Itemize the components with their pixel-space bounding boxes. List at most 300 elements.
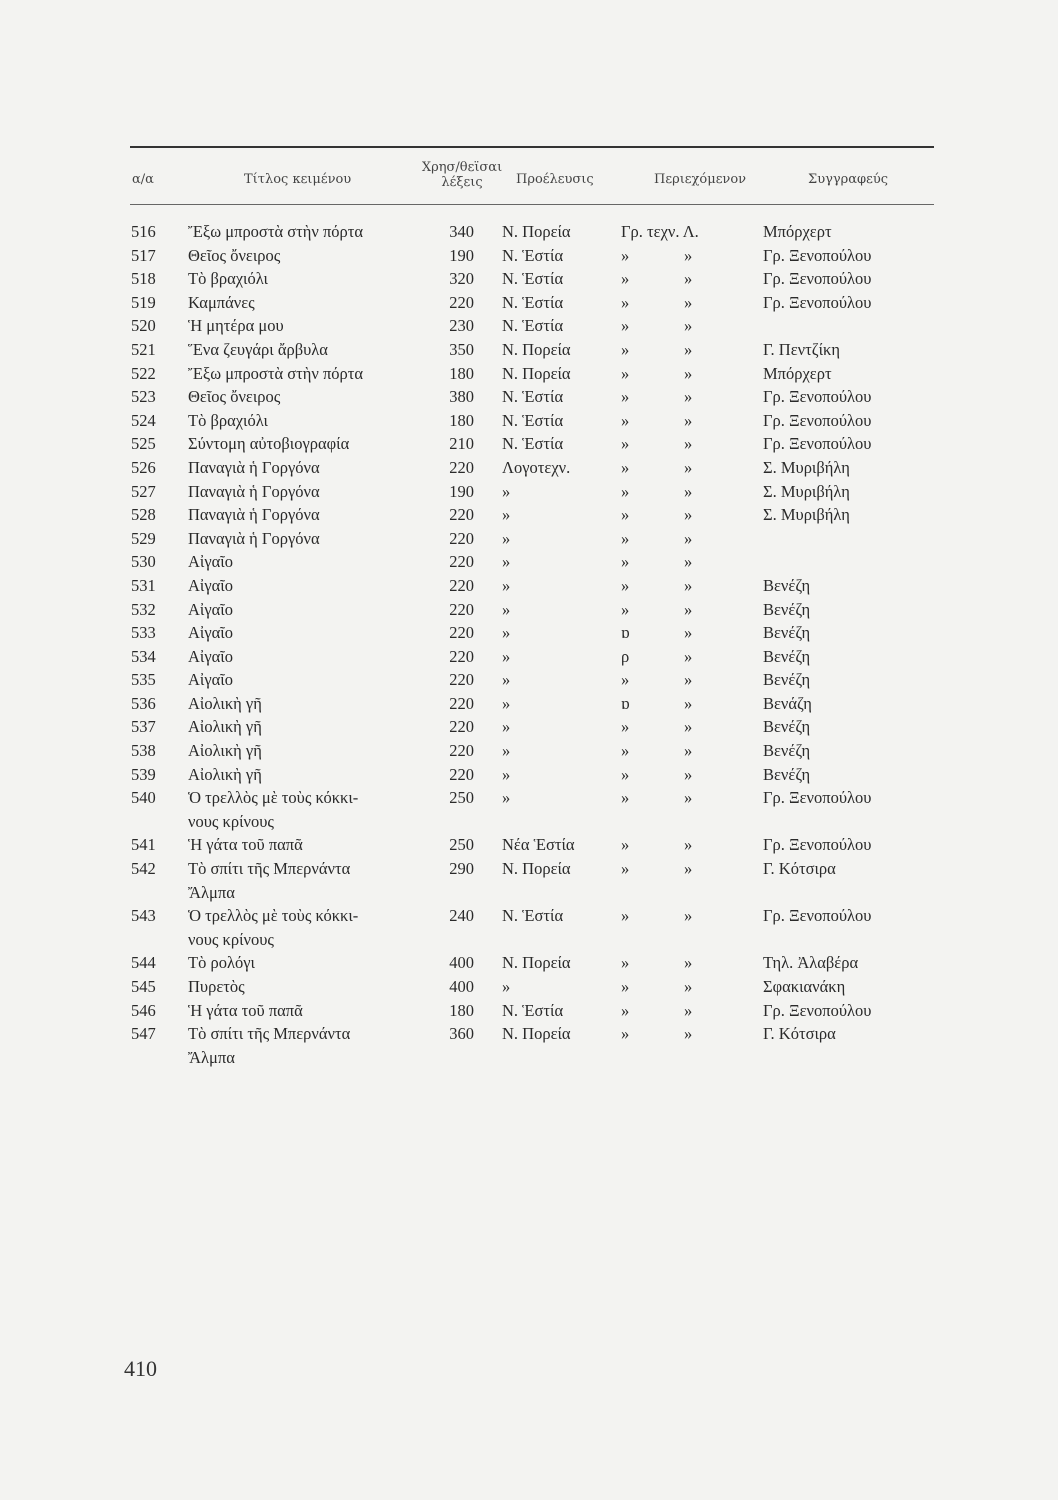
row-source: » — [502, 481, 511, 501]
row-content-b: » — [684, 953, 693, 973]
row-source: Ν. Ἑστία — [502, 387, 564, 407]
row-title — [188, 409, 268, 433]
row-title — [188, 668, 233, 692]
row-source: Ν. Πορεία — [502, 339, 571, 359]
row-number: 547 — [131, 1024, 156, 1044]
row-title-line1: Τὸ σπίτι τῆς Μπερνάντα — [188, 1024, 351, 1044]
row-words: 320 — [449, 269, 474, 289]
row-number: 520 — [131, 316, 156, 336]
row-title — [188, 574, 233, 598]
row-source: Λογοτεχν. — [502, 457, 571, 477]
row-number: 546 — [131, 1000, 156, 1020]
row-author: Γρ. Ξενοπούλου — [763, 387, 872, 407]
row-words: 210 — [449, 434, 474, 454]
row-words: 340 — [449, 222, 474, 241]
row-number: 529 — [131, 528, 156, 548]
row-source: » — [502, 670, 511, 690]
row-number: 524 — [131, 410, 156, 430]
row-source: » — [502, 788, 511, 808]
row-title — [188, 739, 262, 763]
row-title-line1: Αἰολικὴ γῆ — [188, 764, 262, 784]
row-author: Γ. Πεντζίκη — [763, 339, 840, 359]
row-content-b: » — [684, 693, 693, 713]
header-source: Προέλευσις — [516, 172, 594, 187]
header-title: Τίτλος κειμένου — [244, 172, 352, 187]
row-number: 528 — [131, 505, 156, 525]
table-row — [0, 574, 1058, 598]
row-title — [188, 763, 262, 787]
table-row — [0, 739, 1058, 763]
row-content-b: » — [684, 1000, 693, 1020]
row-title — [188, 857, 350, 904]
row-content-b: » — [684, 623, 693, 643]
row-content-a: » — [621, 269, 630, 289]
row-title — [188, 267, 268, 291]
row-source: » — [502, 741, 511, 761]
row-title-line1: Ἡ μητέρα μου — [188, 316, 284, 336]
table-row — [0, 763, 1058, 787]
row-author: Βενέζη — [763, 623, 811, 643]
row-words: 220 — [449, 623, 474, 643]
row-title — [188, 715, 262, 739]
row-number: 542 — [131, 859, 156, 879]
table-row — [0, 833, 1058, 857]
row-number: 530 — [131, 552, 156, 572]
row-title — [188, 645, 233, 669]
row-number: 532 — [131, 599, 156, 619]
row-content-b: » — [684, 410, 693, 430]
row-author: Γ. Κότσιρα — [763, 1024, 836, 1044]
row-title-line1: Πυρετὸς — [188, 977, 245, 996]
row-source: Ν. Ἑστία — [502, 410, 564, 430]
row-content-a: » — [621, 599, 630, 619]
row-content-b: » — [684, 906, 693, 926]
row-words: 220 — [449, 505, 474, 525]
row-content-a: » — [621, 481, 630, 501]
row-title-line1: Αἰολικὴ γῆ — [188, 741, 262, 761]
table-row — [0, 527, 1058, 551]
table-row — [0, 598, 1058, 622]
row-number: 526 — [131, 457, 156, 477]
row-content-b: » — [684, 434, 693, 454]
row-content-a: » — [621, 788, 630, 808]
row-content-a: » — [621, 741, 630, 761]
row-title — [188, 220, 363, 244]
row-content-b: » — [684, 245, 693, 265]
row-title — [188, 975, 245, 999]
table-row — [0, 715, 1058, 739]
row-words: 220 — [449, 457, 474, 477]
row-title-line1: Ἔξω μπροστὰ στὴν πόρτα — [188, 363, 364, 383]
row-title-line1: Τὸ ρολόγι — [188, 953, 255, 973]
row-title — [188, 550, 233, 574]
table-row — [0, 1022, 1058, 1069]
table-row — [0, 432, 1058, 456]
row-words: 220 — [449, 599, 474, 619]
row-number: 544 — [131, 953, 156, 973]
row-words: 240 — [449, 906, 474, 926]
row-title — [188, 480, 320, 504]
table-row — [0, 456, 1058, 480]
row-title-line1: Τὸ σπίτι τῆς Μπερνάντα — [188, 859, 351, 879]
row-source: » — [502, 599, 511, 619]
table-row — [0, 857, 1058, 904]
table-row — [0, 621, 1058, 645]
row-content-b: » — [684, 339, 693, 359]
row-content-b: » — [684, 670, 693, 690]
row-content-b: » — [684, 552, 693, 572]
row-title-line1: Ὁ τρελλὸς μὲ τοὺς κόκκι- — [188, 906, 359, 926]
row-words: 220 — [449, 292, 474, 312]
row-source: » — [502, 552, 511, 572]
row-words: 220 — [449, 575, 474, 595]
row-title-line1: Ἡ γάτα τοῦ παπᾶ — [188, 1000, 303, 1020]
row-source: » — [502, 693, 511, 713]
row-source: » — [502, 505, 511, 525]
row-words: 220 — [449, 764, 474, 784]
row-content-b: » — [684, 363, 693, 383]
top-rule — [130, 146, 934, 148]
row-content-a: » — [621, 859, 630, 879]
row-content-a: » — [621, 552, 630, 572]
table-row — [0, 786, 1058, 833]
row-words: 190 — [449, 481, 474, 501]
row-content-b: » — [684, 387, 693, 407]
row-author: Βενέζη — [763, 764, 811, 784]
row-title — [188, 244, 280, 268]
table-row — [0, 550, 1058, 574]
table-row — [0, 975, 1058, 999]
row-source: Ν. Πορεία — [502, 363, 571, 383]
table-row — [0, 951, 1058, 975]
row-source: Ν. Ἑστία — [502, 269, 564, 289]
row-title-line1: Τὸ βραχιόλι — [188, 410, 268, 430]
row-title — [188, 314, 284, 338]
row-title-line1: Θεῖος ὄνειρος — [188, 245, 281, 265]
row-source: Ν. Πορεία — [502, 859, 571, 879]
row-source: Ν. Πορεία — [502, 222, 571, 241]
row-source: » — [502, 528, 511, 548]
row-number: 538 — [131, 741, 156, 761]
table-row — [0, 220, 1058, 244]
row-title-line2: νους κρίνους — [188, 811, 274, 831]
row-content-b: » — [684, 717, 693, 737]
row-title-line1: Καμπάνες — [188, 292, 255, 312]
row-content-a: » — [621, 292, 630, 312]
row-words: 380 — [449, 387, 474, 407]
row-words: 250 — [449, 835, 474, 855]
row-author: Μπόρχερτ — [763, 363, 832, 383]
row-source: » — [502, 764, 511, 784]
row-author: Σ. Μυριβήλη — [763, 457, 850, 477]
row-title-line1: Αἰολικὴ γῆ — [188, 693, 262, 713]
row-title — [188, 598, 233, 622]
table-row — [0, 999, 1058, 1023]
row-title — [188, 291, 255, 315]
row-number: 516 — [131, 222, 156, 241]
row-title-line1: Ἕνα ζευγάρι ἄρβυλα — [188, 339, 328, 359]
row-content-b: » — [684, 1024, 693, 1044]
row-content-b: » — [684, 528, 693, 548]
row-author: Γρ. Ξενοπούλου — [763, 410, 872, 430]
table-row — [0, 338, 1058, 362]
row-number: 523 — [131, 387, 156, 407]
row-words: 230 — [449, 316, 474, 336]
table-row — [0, 244, 1058, 268]
row-number: 536 — [131, 693, 156, 713]
row-title — [188, 362, 363, 386]
row-title-line1: Παναγιὰ ἡ Γοργόνα — [188, 528, 320, 548]
row-author: Σ. Μυριβήλη — [763, 481, 850, 501]
table-row — [0, 904, 1058, 951]
row-author: Βενέζη — [763, 646, 811, 666]
row-content-b: » — [684, 599, 693, 619]
row-content-a: ρ — [621, 646, 630, 666]
row-source: Ν. Ἑστία — [502, 316, 564, 336]
row-words: 220 — [449, 693, 474, 713]
row-author: Μπόρχερτ — [763, 222, 832, 241]
row-title-line1: Ἔξω μπροστὰ στὴν πόρτα — [188, 222, 364, 241]
row-author: Γρ. Ξενοπούλου — [763, 245, 872, 265]
row-title — [188, 621, 233, 645]
row-author: Γρ. Ξενοπούλου — [763, 434, 872, 454]
row-title — [188, 385, 280, 409]
row-author: Βενέζη — [763, 670, 811, 690]
row-author: Γρ. Ξενοπούλου — [763, 269, 872, 289]
row-number: 540 — [131, 788, 156, 808]
row-title-line2: Ἄλμπα — [188, 882, 235, 902]
row-content-a: » — [621, 1000, 630, 1020]
row-content-a: » — [621, 1024, 630, 1044]
row-source: Νέα Ἑστία — [502, 835, 575, 855]
row-content-a: » — [621, 835, 630, 855]
row-content-b: » — [684, 481, 693, 501]
row-number: 531 — [131, 575, 156, 595]
header-words-line1: Χρησ/θεϊσαι — [421, 160, 503, 175]
row-content-a: » — [621, 505, 630, 525]
row-source: » — [502, 646, 511, 666]
row-content-b: » — [684, 505, 693, 525]
table-body — [0, 220, 1058, 1069]
row-title-line1: Σύντομη αὐτοβιογραφία — [188, 434, 350, 454]
row-source: » — [502, 623, 511, 643]
row-content-a: ɒ — [621, 693, 630, 713]
row-content-a: » — [621, 245, 630, 265]
row-title-line1: Αἰγαῖο — [188, 670, 233, 690]
row-words: 360 — [449, 1024, 474, 1044]
row-source: Ν. Πορεία — [502, 1024, 571, 1044]
row-source: Ν. Ἑστία — [502, 1000, 564, 1020]
row-title-line1: Αἰγαῖο — [188, 552, 233, 572]
row-content-b: » — [684, 292, 693, 312]
row-content-b: » — [684, 788, 693, 808]
row-title — [188, 503, 320, 527]
row-words: 350 — [449, 339, 474, 359]
row-author: Γ. Κότσιρα — [763, 859, 836, 879]
row-content-a: » — [621, 316, 630, 336]
row-content-a: » — [621, 953, 630, 973]
row-author: Γρ. Ξενοπούλου — [763, 835, 872, 855]
page-number: 410 — [124, 1356, 157, 1381]
row-author: Γρ. Ξενοπούλου — [763, 292, 872, 312]
row-source: Ν. Ἑστία — [502, 434, 564, 454]
row-author: Βενέζη — [763, 741, 811, 761]
row-title-line2: νους κρίνους — [188, 929, 274, 949]
table-row — [0, 480, 1058, 504]
row-title-line1: Παναγιὰ ἡ Γοργόνα — [188, 457, 320, 477]
row-number: 522 — [131, 363, 156, 383]
row-words: 290 — [449, 859, 474, 879]
header-words — [416, 160, 508, 190]
row-words: 220 — [449, 528, 474, 548]
row-author: Βενέζη — [763, 717, 811, 737]
row-title — [188, 786, 358, 833]
row-author: Γρ. Ξενοπούλου — [763, 1000, 872, 1020]
row-words: 400 — [449, 953, 474, 973]
row-title — [188, 456, 320, 480]
row-content-a: » — [621, 339, 630, 359]
row-content-b: » — [684, 457, 693, 477]
row-words: 180 — [449, 410, 474, 430]
row-title — [188, 692, 262, 716]
row-content-a: » — [621, 717, 630, 737]
row-content-b: » — [684, 575, 693, 595]
row-title-line1: Ὁ τρελλὸς μὲ τοὺς κόκκι- — [188, 788, 359, 808]
row-title-line1: Αἰγαῖο — [188, 575, 233, 595]
row-title — [188, 1022, 350, 1069]
row-source: Ν. Πορεία — [502, 953, 571, 973]
row-author: Σφακιανάκη — [763, 977, 846, 996]
row-words: 220 — [449, 646, 474, 666]
row-content-a: » — [621, 528, 630, 548]
row-source: » — [502, 717, 511, 737]
row-words: 220 — [449, 741, 474, 761]
row-words: 180 — [449, 363, 474, 383]
row-title-line1: Αἰγαῖο — [188, 599, 233, 619]
row-source: Ν. Ἑστία — [502, 245, 564, 265]
row-title-line1: Αἰγαῖο — [188, 646, 233, 666]
table-row — [0, 267, 1058, 291]
row-content-b: » — [684, 316, 693, 336]
header-content: Περιεχόμενον — [654, 172, 747, 187]
row-title-line2: Ἄλμπα — [188, 1047, 235, 1067]
row-content-a: » — [621, 410, 630, 430]
row-title — [188, 527, 320, 551]
row-content-a: » — [621, 670, 630, 690]
row-content-a: » — [621, 764, 630, 784]
table-row — [0, 385, 1058, 409]
row-title-line1: Παναγιὰ ἡ Γοργόνα — [188, 505, 320, 525]
row-title-line1: Αἰγαῖο — [188, 623, 233, 643]
row-title — [188, 999, 303, 1023]
table-row — [0, 503, 1058, 527]
row-words: 220 — [449, 552, 474, 572]
row-author: Σ. Μυριβήλη — [763, 505, 850, 525]
row-words: 220 — [449, 670, 474, 690]
row-author: Βενέζη — [763, 575, 811, 595]
row-title-line1: Παναγιὰ ἡ Γοργόνα — [188, 481, 320, 501]
row-source: Ν. Ἑστία — [502, 292, 564, 312]
row-title — [188, 904, 358, 951]
row-words: 180 — [449, 1000, 474, 1020]
row-title — [188, 833, 303, 857]
row-content-b: » — [684, 646, 693, 666]
row-content-a: » — [621, 434, 630, 454]
header-rule — [130, 204, 934, 205]
row-content-b: » — [684, 269, 693, 289]
header-aa: α/α — [132, 172, 154, 187]
header-words-line2: λέξεις — [441, 175, 483, 190]
row-content-b: » — [684, 859, 693, 879]
table-row — [0, 692, 1058, 716]
header-author: Συγγραφεύς — [808, 172, 889, 187]
row-author: Γρ. Ξενοπούλου — [763, 906, 872, 926]
row-words: 250 — [449, 788, 474, 808]
row-title — [188, 951, 255, 975]
row-content-b: » — [684, 835, 693, 855]
row-source: Ν. Ἑστία — [502, 906, 564, 926]
row-number: 534 — [131, 646, 156, 666]
row-number: 535 — [131, 670, 156, 690]
table-row — [0, 409, 1058, 433]
row-words: 220 — [449, 717, 474, 737]
row-content-b: » — [684, 764, 693, 784]
row-content-b: » — [684, 977, 693, 996]
row-number: 539 — [131, 764, 156, 784]
row-title-line1: Τὸ βραχιόλι — [188, 269, 268, 289]
row-content-b: » — [684, 741, 693, 761]
row-author: Βενέζη — [763, 599, 811, 619]
row-author: Τηλ. Ἀλαβέρα — [763, 953, 859, 973]
row-content-a: » — [621, 457, 630, 477]
row-author: Γρ. Ξενοπούλου — [763, 788, 872, 808]
table-row — [0, 314, 1058, 338]
row-number: 525 — [131, 434, 156, 454]
row-number: 533 — [131, 623, 156, 643]
row-number: 519 — [131, 292, 156, 312]
row-content-a: » — [621, 906, 630, 926]
row-number: 517 — [131, 245, 156, 265]
row-number: 543 — [131, 906, 156, 926]
row-number: 527 — [131, 481, 156, 501]
row-title-line1: Ἡ γάτα τοῦ παπᾶ — [188, 835, 303, 855]
row-number: 541 — [131, 835, 156, 855]
row-content-a: » — [621, 363, 630, 383]
row-content-a: ɒ — [621, 623, 630, 643]
row-content-a: » — [621, 387, 630, 407]
row-content-a: » — [621, 575, 630, 595]
row-number: 521 — [131, 339, 156, 359]
row-number: 545 — [131, 977, 156, 996]
table-row — [0, 291, 1058, 315]
row-title-line1: Θεῖος ὄνειρος — [188, 387, 281, 407]
row-number: 537 — [131, 717, 156, 737]
table-row — [0, 645, 1058, 669]
row-content-a: Γρ. τεχν. Λ. — [621, 222, 699, 241]
row-title — [188, 432, 349, 456]
row-source: » — [502, 575, 511, 595]
row-source: » — [502, 977, 511, 996]
table-row — [0, 668, 1058, 692]
row-title — [188, 338, 328, 362]
row-words: 190 — [449, 245, 474, 265]
row-words: 400 — [449, 977, 474, 996]
row-content-a: » — [621, 977, 630, 996]
row-title-line1: Αἰολικὴ γῆ — [188, 717, 262, 737]
row-number: 518 — [131, 269, 156, 289]
table-row — [0, 362, 1058, 386]
row-author: Βενάζη — [763, 693, 812, 713]
